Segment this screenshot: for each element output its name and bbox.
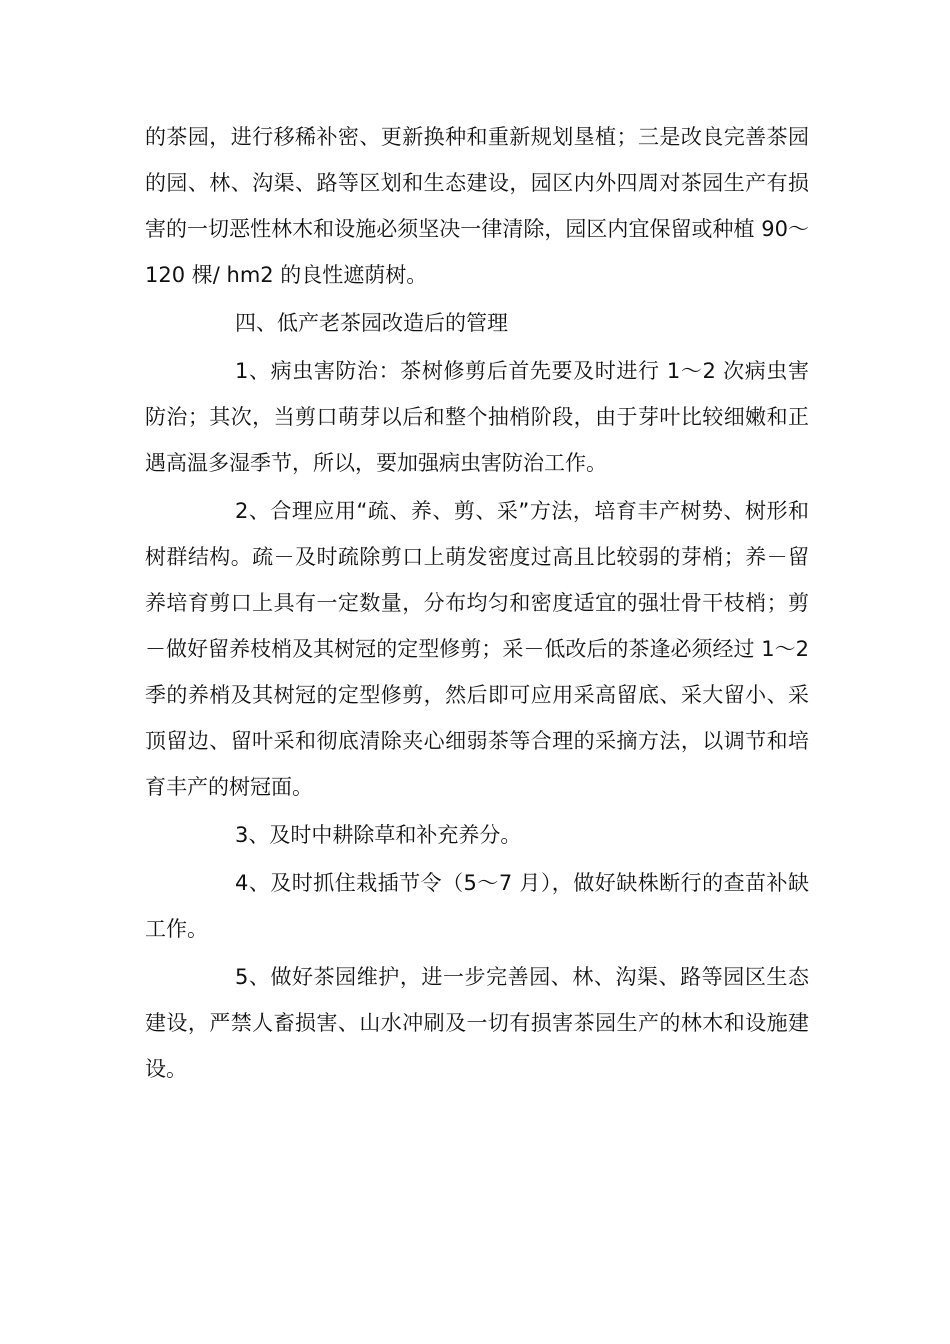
- paragraph-pruning-method: 2、合理应用“疏、养、剪、采”方法，培育丰产树势、树形和树群结构。疏－及时疏除剪口上萌发密度过高且比较弱的芽梢；养－留养培育剪口上具有一定数量，分布均匀和密度适宜的强壮骨干枝梢；剪－做好留养枝梢及其树冠的定型修剪；采－低改后的茶逢必须经过 1～2 季的养梢及其树冠的定型修剪，然后即可应用采高留底、采大留小、采顶留边、留叶采和彻底清除夹心细弱茶等合理的采摘方法，以调节和培育丰产的树冠面。: [145, 499, 809, 799]
- paragraph-continuation: 的茶园，进行移稀补密、更新换种和重新规划垦植；三是改良完善茶园的园、林、沟渠、路等区划和生态建设，园区内外四周对茶园生产有损害的一切恶性林木和设施必须坚决一律清除，园区内宜保留或种植 90～120 棵/ hm2 的良性遮荫树。: [145, 125, 809, 287]
- paragraph-maintenance: 5、做好茶园维护，进一步完善园、林、沟渠、路等园区生态建设，严禁人畜损害、山水冲刷及一切有损害茶园生产的林木和设施建设。: [145, 965, 809, 1081]
- paragraph-replanting: 4、及时抓住栽插节令（5～7 月），做好缺株断行的查苗补缺工作。: [145, 871, 809, 941]
- document-body: [145, 114, 809, 1094]
- section-heading: 四、低产老茶园改造后的管理: [235, 311, 508, 335]
- paragraph-pest-control: 1、病虫害防治：茶树修剪后首先要及时进行 1～2 次病虫害防治；其次，当剪口萌芽以后和整个抽梢阶段，由于芽叶比较细嫩和正遇高温多湿季节，所以，要加强病虫害防治工作。: [145, 359, 809, 475]
- paragraph-weeding: 3、及时中耕除草和补充养分。: [235, 823, 522, 847]
